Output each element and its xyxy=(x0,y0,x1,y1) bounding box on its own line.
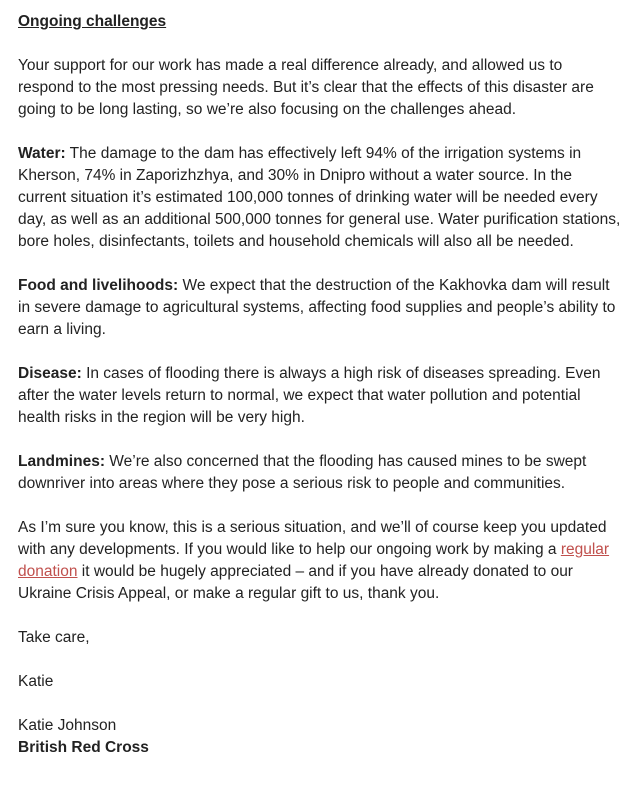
email-body xyxy=(18,11,622,781)
water-label: Water: xyxy=(18,145,66,162)
disease-label: Disease: xyxy=(18,365,82,382)
food-livelihoods-text: We expect that the destruction of the Kakhovka dam will result in severe damage to agricultural systems, affecting food supplies and people’s ability to earn a living. xyxy=(18,277,616,338)
landmines-paragraph xyxy=(18,451,622,495)
disease-text: In cases of flooding there is always a high risk of diseases spreading. Even after the water levels return to normal, we expect that water pollution and potential health risks in the region will be very high. xyxy=(18,365,601,426)
signature-first-name: Katie xyxy=(18,673,54,690)
signature-organization: British Red Cross xyxy=(18,739,149,756)
heading-text: Ongoing challenges xyxy=(18,13,167,30)
food-livelihoods-paragraph xyxy=(18,275,622,341)
regular-donation-link[interactable]: regular donation xyxy=(18,541,610,580)
landmines-label: Landmines: xyxy=(18,453,105,470)
signoff: Take care, xyxy=(18,629,90,646)
water-text: The damage to the dam has effectively left 94% of the irrigation systems in Kherson, 74% in Zaporizhzhya, and 30% in Dnipro without a water source. In the current situation it’s estimated 100,000 tonnes of drinking water will be needed every day, as well as an additional 500,000 tonnes for general use. Water purification stations, bore holes, disinfectants, toilets and household chemicals will also all be needed. xyxy=(18,145,621,250)
closing-paragraph xyxy=(18,517,622,605)
disease-paragraph xyxy=(18,363,622,429)
food-livelihoods-label: Food and livelihoods: xyxy=(18,277,179,294)
water-paragraph xyxy=(18,143,622,253)
section-heading xyxy=(18,11,622,33)
signature-block xyxy=(18,715,622,759)
landmines-text: We’re also concerned that the flooding has caused mines to be swept downriver into areas where they pose a serious risk to people and communities. xyxy=(18,453,587,492)
closing-text-before: As I’m sure you know, this is a serious situation, and we’ll of course keep you updated with any developments. If you would like to help our ongoing work by making a xyxy=(18,519,607,558)
signature-full-name: Katie Johnson xyxy=(18,717,117,734)
closing-text-after: it would be hugely appreciated – and if you have already donated to our Ukraine Crisis Appeal, or make a regular gift to us, thank you. xyxy=(18,563,573,602)
intro-paragraph: Your support for our work has made a real difference already, and allowed us to respond to the most pressing needs. But it’s clear that the effects of this disaster are going to be long lasting, so we’re also focusing on the challenges ahead. xyxy=(18,57,594,118)
